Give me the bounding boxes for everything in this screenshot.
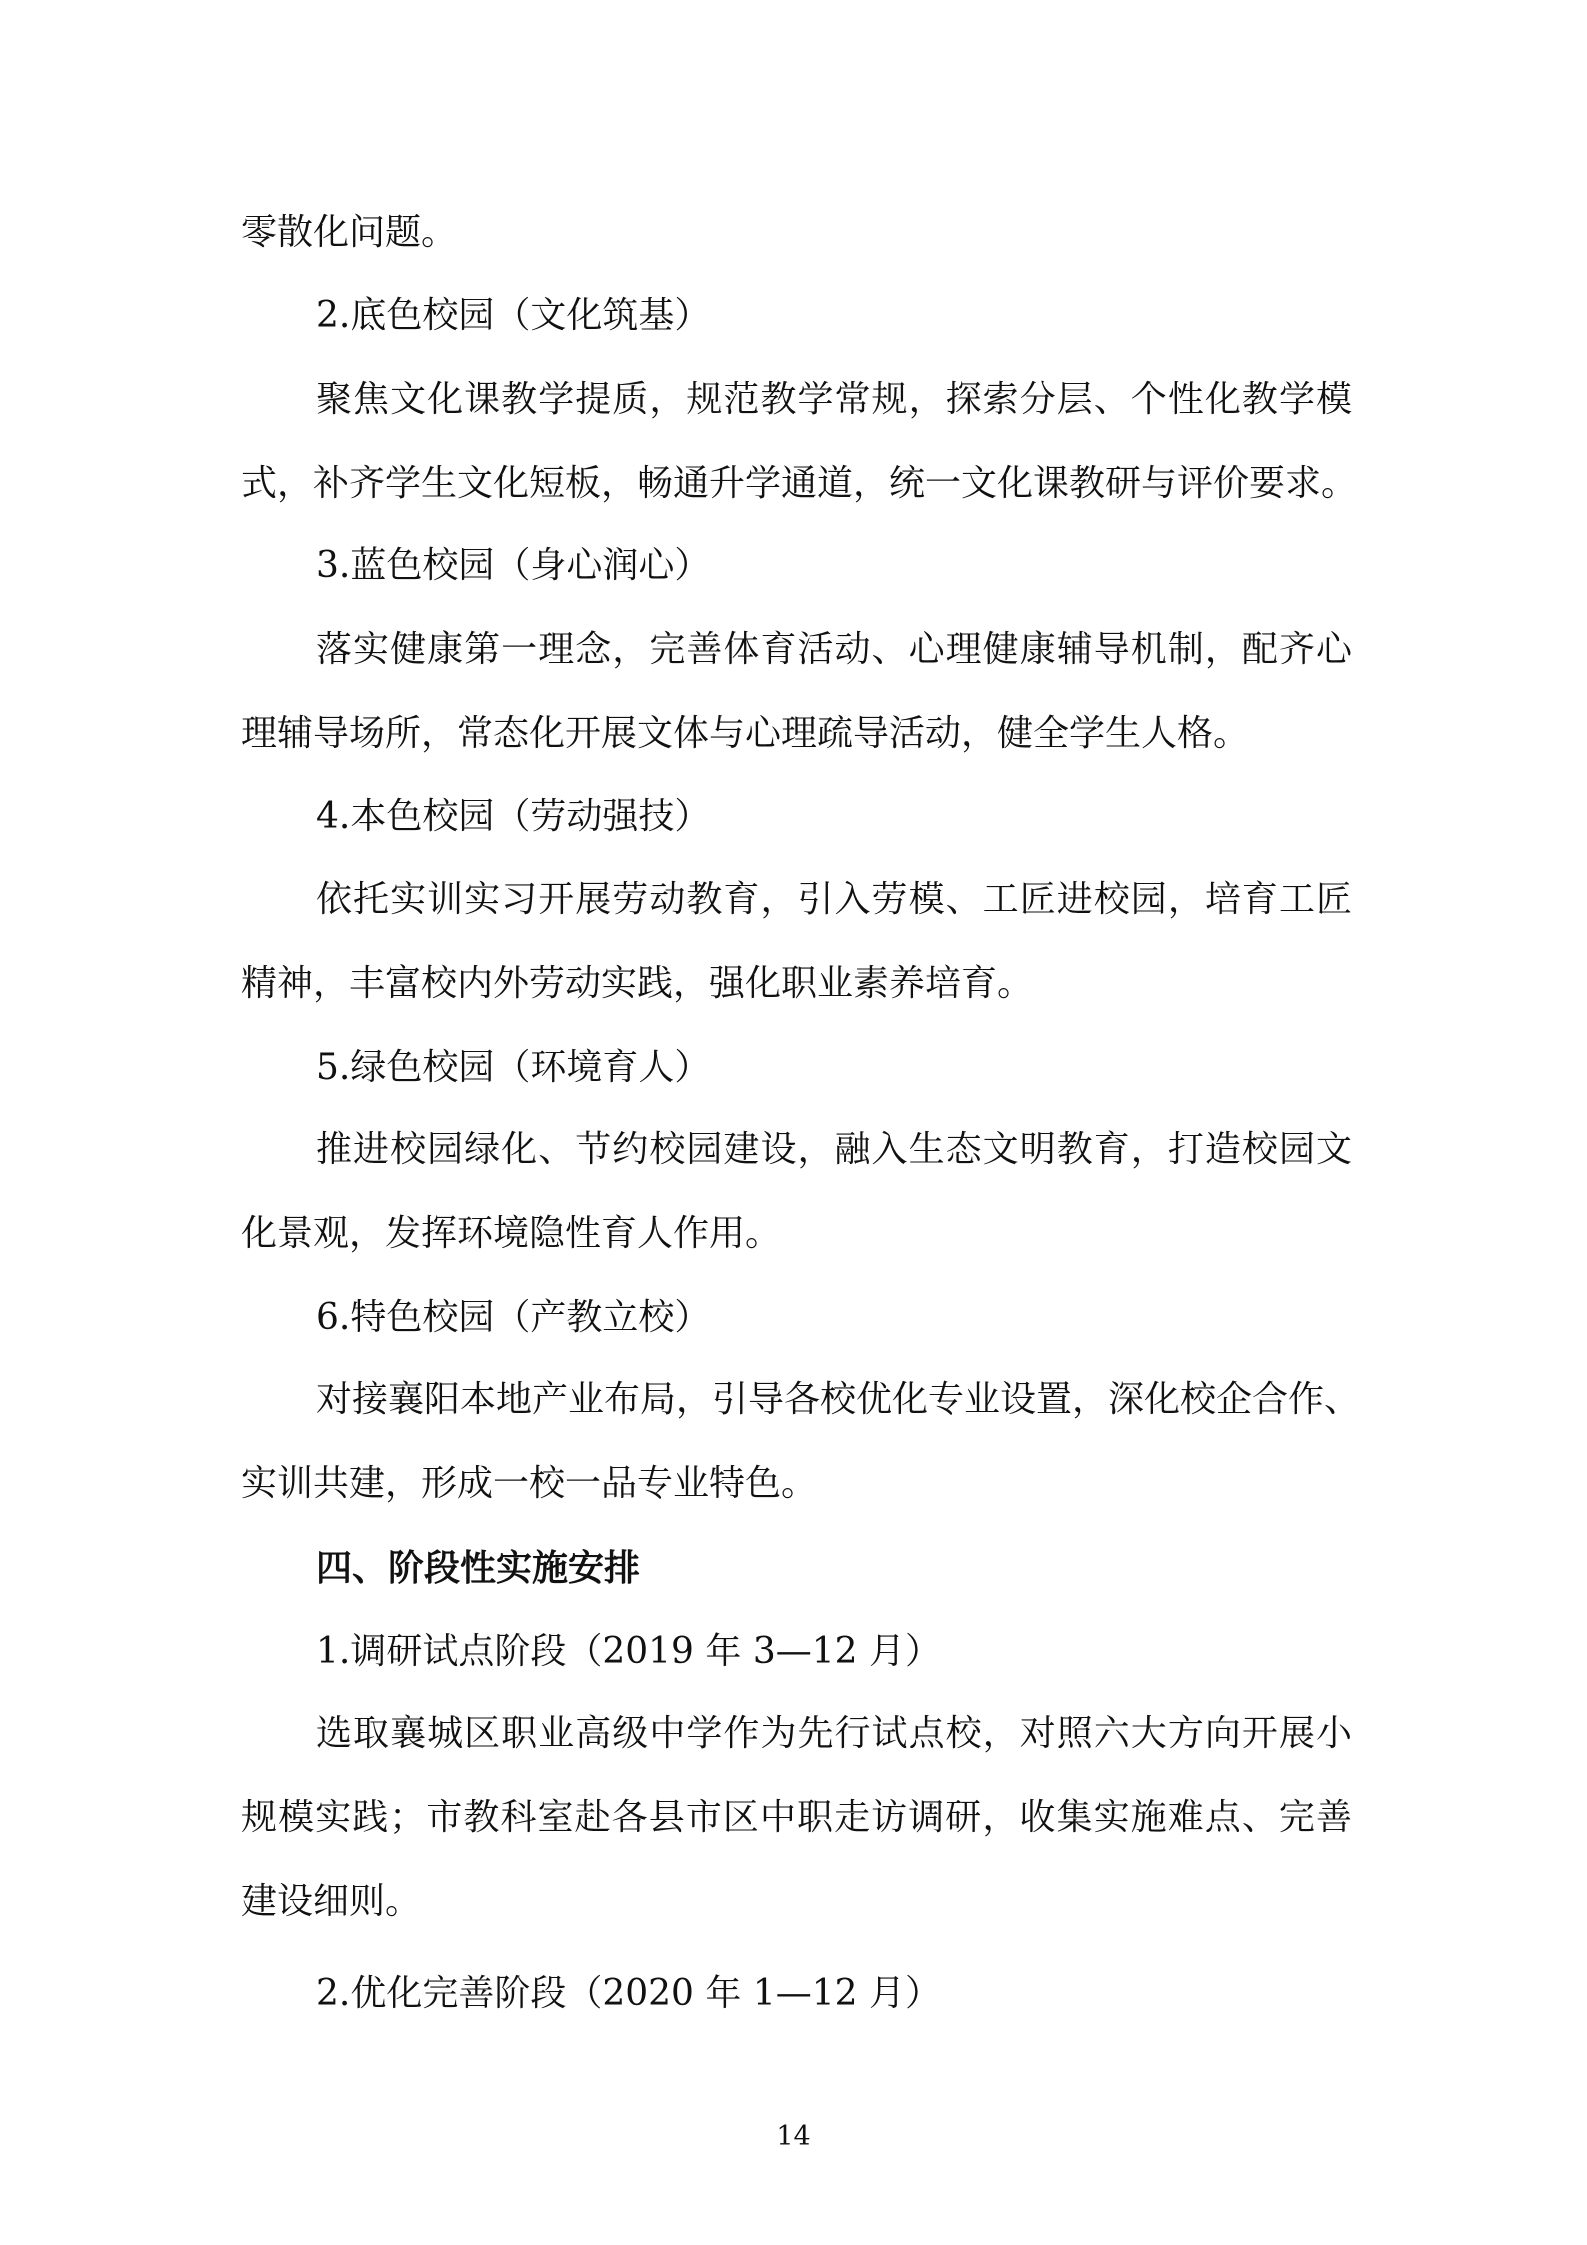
body-text: 依托实训实习开展劳动教育，引入劳模、工匠进校园，培育工匠 bbox=[316, 879, 1352, 920]
paragraph-line bbox=[0, 608, 1587, 692]
paragraph-line bbox=[0, 858, 1587, 942]
paragraph-line bbox=[0, 1860, 1587, 1944]
subheading-line bbox=[0, 1610, 1587, 1694]
subheading-text: 4.本色校园（劳动强技） bbox=[316, 796, 711, 837]
subheading-line bbox=[0, 524, 1587, 608]
subheading-line bbox=[0, 274, 1587, 358]
paragraph-line bbox=[0, 442, 1587, 526]
body-text: 规模实践；市教科室赴各县市区中职走访调研，收集实施难点、完善 bbox=[241, 1797, 1352, 1838]
subheading-text: 1.调研试点阶段（2019 年 3—12 月） bbox=[316, 1631, 942, 1672]
body-text: 建设细则。 bbox=[241, 1881, 422, 1922]
subheading-text: 5.绿色校园（环境育人） bbox=[316, 1047, 711, 1088]
body-text: 实训共建，形成一校一品专业特色。 bbox=[241, 1463, 818, 1504]
paragraph-line bbox=[0, 1692, 1587, 1776]
body-text: 聚焦文化课教学提质，规范教学常规，探索分层、个性化教学模 bbox=[316, 379, 1352, 420]
subheading-text: 2.优化完善阶段（2020 年 1—12 月） bbox=[316, 1973, 942, 2014]
body-text: 零散化问题。 bbox=[241, 212, 458, 253]
subheading-line bbox=[0, 1952, 1587, 2036]
paragraph-line bbox=[0, 1108, 1587, 1192]
paragraph-line bbox=[0, 1358, 1587, 1442]
body-text: 式，补齐学生文化短板，畅通升学通道，统一文化课教研与评价要求。 bbox=[241, 463, 1358, 504]
paragraph-line bbox=[0, 692, 1587, 776]
subheading-text: 6.特色校园（产教立校） bbox=[316, 1297, 711, 1338]
subheading-line bbox=[0, 775, 1587, 859]
body-text: 落实健康第一理念，完善体育活动、心理健康辅导机制，配齐心 bbox=[316, 629, 1352, 670]
paragraph-line bbox=[0, 1776, 1587, 1860]
body-text: 对接襄阳本地产业布局，引导各校优化专业设置，深化校企合作、 bbox=[316, 1379, 1361, 1420]
body-text: 化景观，发挥环境隐性育人作用。 bbox=[241, 1213, 782, 1254]
paragraph-line bbox=[0, 942, 1587, 1026]
section-heading: 四、阶段性实施安排 bbox=[316, 1547, 641, 1589]
page-number: 14 bbox=[776, 2121, 811, 2152]
paragraph-line bbox=[0, 1192, 1587, 1276]
section-heading-line bbox=[0, 1526, 1587, 1610]
subheading-line bbox=[0, 1026, 1587, 1110]
body-text: 精神，丰富校内外劳动实践，强化职业素养培育。 bbox=[241, 963, 1034, 1004]
paragraph-continuation-line bbox=[0, 191, 1587, 275]
body-text: 理辅导场所，常态化开展文体与心理疏导活动，健全学生人格。 bbox=[241, 713, 1250, 754]
subheading-text: 2.底色校园（文化筑基） bbox=[316, 295, 711, 336]
paragraph-line bbox=[0, 1442, 1587, 1526]
subheading-text: 3.蓝色校园（身心润心） bbox=[316, 545, 711, 586]
body-text: 推进校园绿化、节约校园建设，融入生态文明教育，打造校园文 bbox=[316, 1129, 1352, 1170]
body-text: 选取襄城区职业高级中学作为先行试点校，对照六大方向开展小 bbox=[316, 1713, 1352, 1754]
paragraph-line bbox=[0, 358, 1587, 442]
subheading-line bbox=[0, 1276, 1587, 1360]
